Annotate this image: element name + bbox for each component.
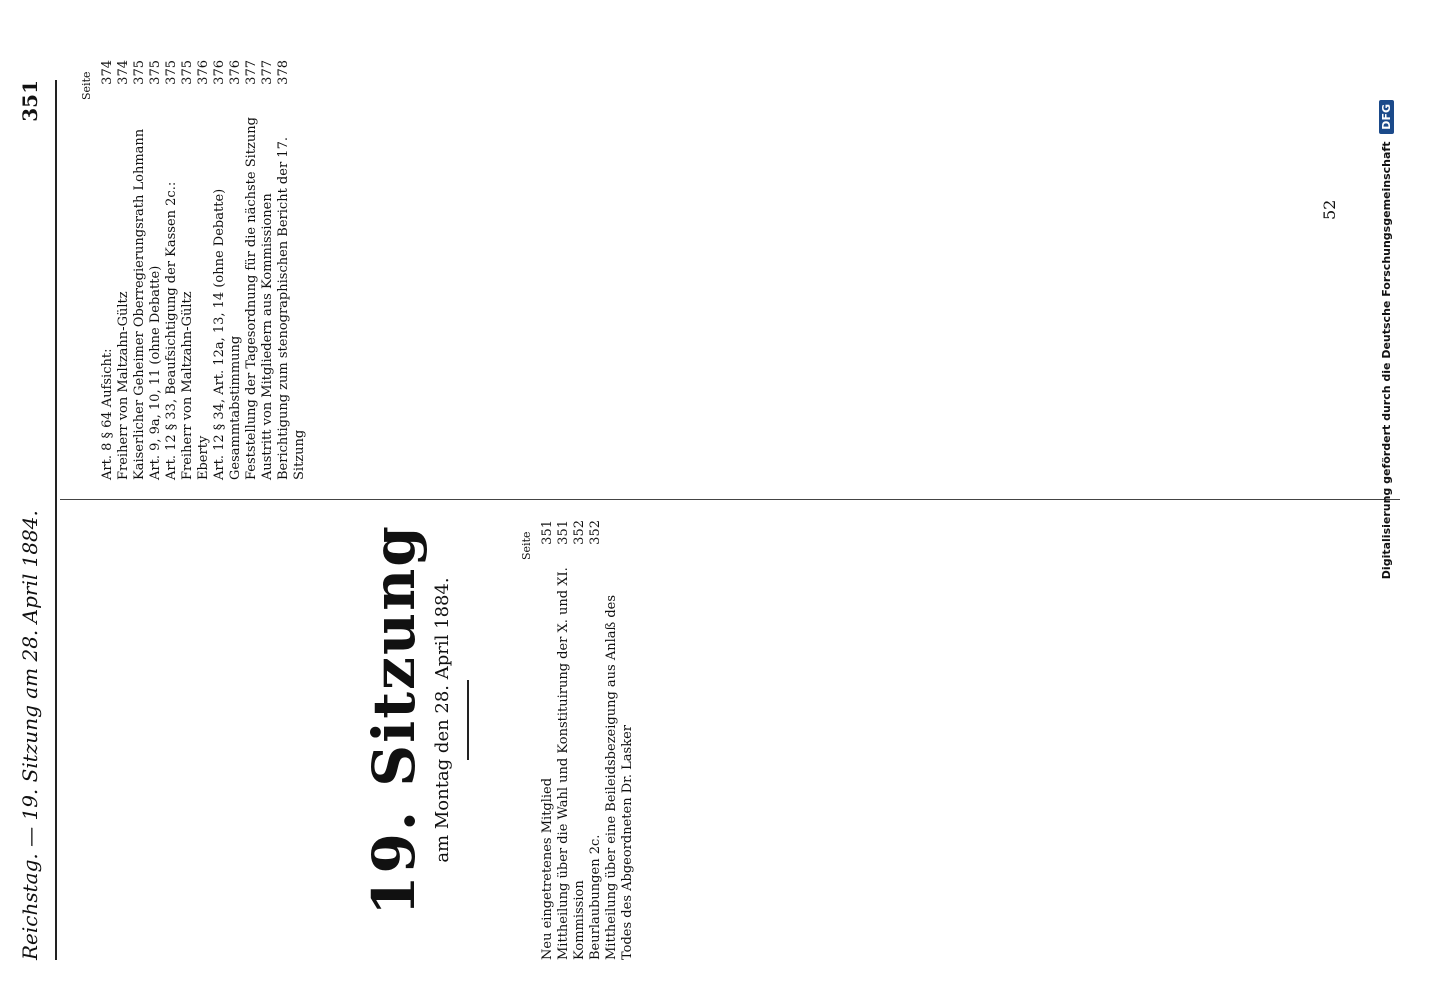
toc-entry: Art. 9, 9a, 10, 11 (ohne Debatte) [148,265,163,480]
toc-page-number: 376 [212,60,227,85]
digitization-note-text: Digitalisierung gefördert durch die Deutsche Forschungsgemeinschaft [1380,141,1393,580]
header-page-number: 351 [18,80,42,122]
toc-entry: Eberty [196,435,211,480]
toc-entry: Beurlaubungen 2c. [588,834,603,960]
left-toc [540,560,636,960]
toc-page-number: 375 [132,60,147,85]
title-rule [467,680,469,760]
session-number: 19. Sitzung [360,524,428,916]
column-divider [60,499,1400,500]
toc-entry: Art. 12 § 33, Beaufsichtigung der Kassen 2c.: [164,181,179,480]
digitization-note [1380,100,1393,960]
left-page-numbers [540,520,604,560]
toc-page-number: 374 [100,60,115,85]
header-title: Reichstag. — 19. Sitzung am 28. April 1884. [18,510,42,960]
right-seite-label: Seite [80,71,93,100]
toc-page-number: 376 [228,60,243,85]
toc-page-number: 375 [164,60,179,85]
left-seite-label: Seite [520,531,533,560]
toc-page-number: 376 [196,60,211,85]
running-header [18,80,58,960]
session-date: am Montag den 28. April 1884. [432,577,453,863]
toc-entry: Freiherr von Maltzahn-Gültz [116,291,131,480]
toc-page-number: 375 [148,60,163,85]
right-page-numbers [100,60,292,100]
toc-entry: Art. 12 § 34, Art. 12a, 13, 14 (ohne Debatte) [212,188,227,480]
toc-page-number: 374 [116,60,131,85]
toc-page-number: 351 [540,520,555,545]
session-title-block [360,510,469,930]
toc-page-number: 352 [588,520,603,545]
toc-entry: Kaiserlicher Geheimer Oberregierungsrath Lohmann [132,128,147,480]
right-toc [100,100,308,480]
toc-page-number: 377 [260,60,275,85]
toc-entry: Berichtigung zum stenographischen Bericht der 17. Sitzung [276,137,307,480]
toc-page-number: 351 [556,520,571,545]
toc-entry: Austritt von Mitgliedern aus Kommissionen [260,193,275,480]
page-mark: 52 [1320,199,1339,220]
toc-page-number: 378 [276,60,291,85]
toc-page-number: 352 [572,520,587,545]
dfg-logo: DFG [1379,100,1394,134]
toc-entry: Feststellung der Tagesordnung für die nächste Sitzung [244,117,259,480]
toc-entry: Neu eingetretenes Mitglied [540,777,555,960]
toc-entry: Freiherr von Maltzahn-Gültz [180,291,195,480]
toc-page-number: 377 [244,60,259,85]
toc-entry: Mittheilung über die Wahl und Konstituirung der X. und XI. Kommission [556,567,587,960]
header-rule [55,80,57,960]
toc-page-number: 375 [180,60,195,85]
toc-entry: Art. 8 § 64 Aufsicht: [100,348,115,480]
toc-entry: Mittheilung über eine Beileidsbezeigung aus Anlaß des Todes des Abgeordneten Dr. Lasker [604,594,635,960]
toc-entry: Gesammtabstimmung [228,335,243,480]
